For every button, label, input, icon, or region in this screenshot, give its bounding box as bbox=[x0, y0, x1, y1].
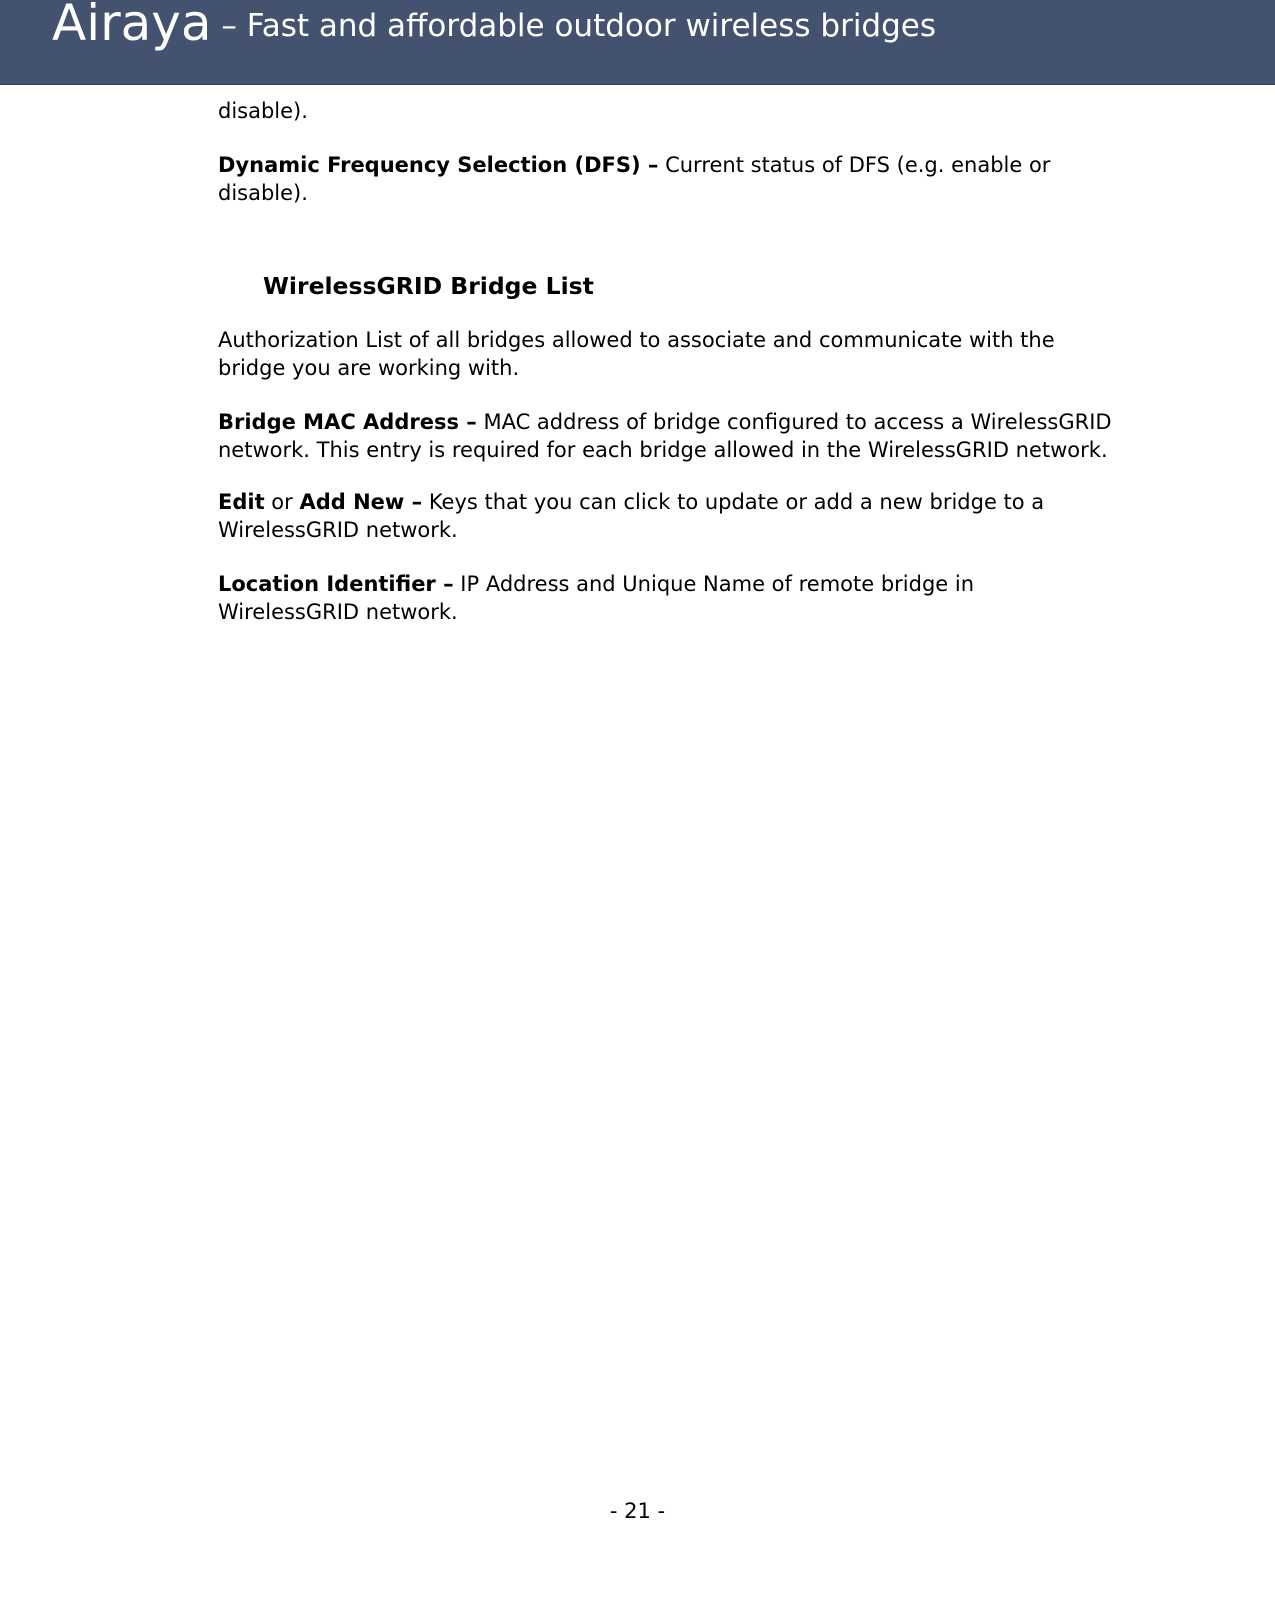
location-paragraph bbox=[218, 570, 1118, 626]
edit-or: or bbox=[264, 490, 300, 514]
add-new-term: Add New – bbox=[299, 490, 423, 514]
mac-paragraph bbox=[218, 408, 1118, 464]
mac-term: Bridge MAC Address – bbox=[218, 410, 477, 434]
document-body bbox=[218, 97, 1118, 626]
continuation-text: disable). bbox=[218, 99, 308, 123]
edit-paragraph bbox=[218, 488, 1118, 544]
dfs-description: Current status of DFS (e.g. enable or disable). bbox=[218, 153, 1051, 205]
dfs-paragraph bbox=[218, 151, 1118, 207]
page-number: - 21 - bbox=[609, 1499, 666, 1523]
edit-description: Keys that you can click to update or add a new bridge to a WirelessGRID network. bbox=[218, 490, 1045, 542]
brand-tagline: – Fast and affordable outdoor wireless bridges bbox=[211, 8, 937, 44]
location-term: Location Identifier – bbox=[218, 572, 454, 596]
dfs-term: Dynamic Frequency Selection (DFS) – bbox=[218, 153, 659, 177]
brand-name: Airaya bbox=[52, 0, 212, 52]
intro-paragraph: Authorization List of all bridges allowed to associate and communicate with the bridge you are working with. bbox=[218, 328, 1055, 380]
edit-term: Edit bbox=[218, 490, 265, 514]
location-description: IP Address and Unique Name of remote bridge in WirelessGRID network. bbox=[218, 572, 975, 624]
mac-description: MAC address of bridge configured to access a WirelessGRID network. This entry is required for each bridge allowed in the WirelessGRID network. bbox=[218, 410, 1112, 462]
header-banner bbox=[0, 0, 1275, 85]
section-title: WirelessGRID Bridge List bbox=[263, 272, 594, 300]
header-title bbox=[52, 0, 936, 50]
